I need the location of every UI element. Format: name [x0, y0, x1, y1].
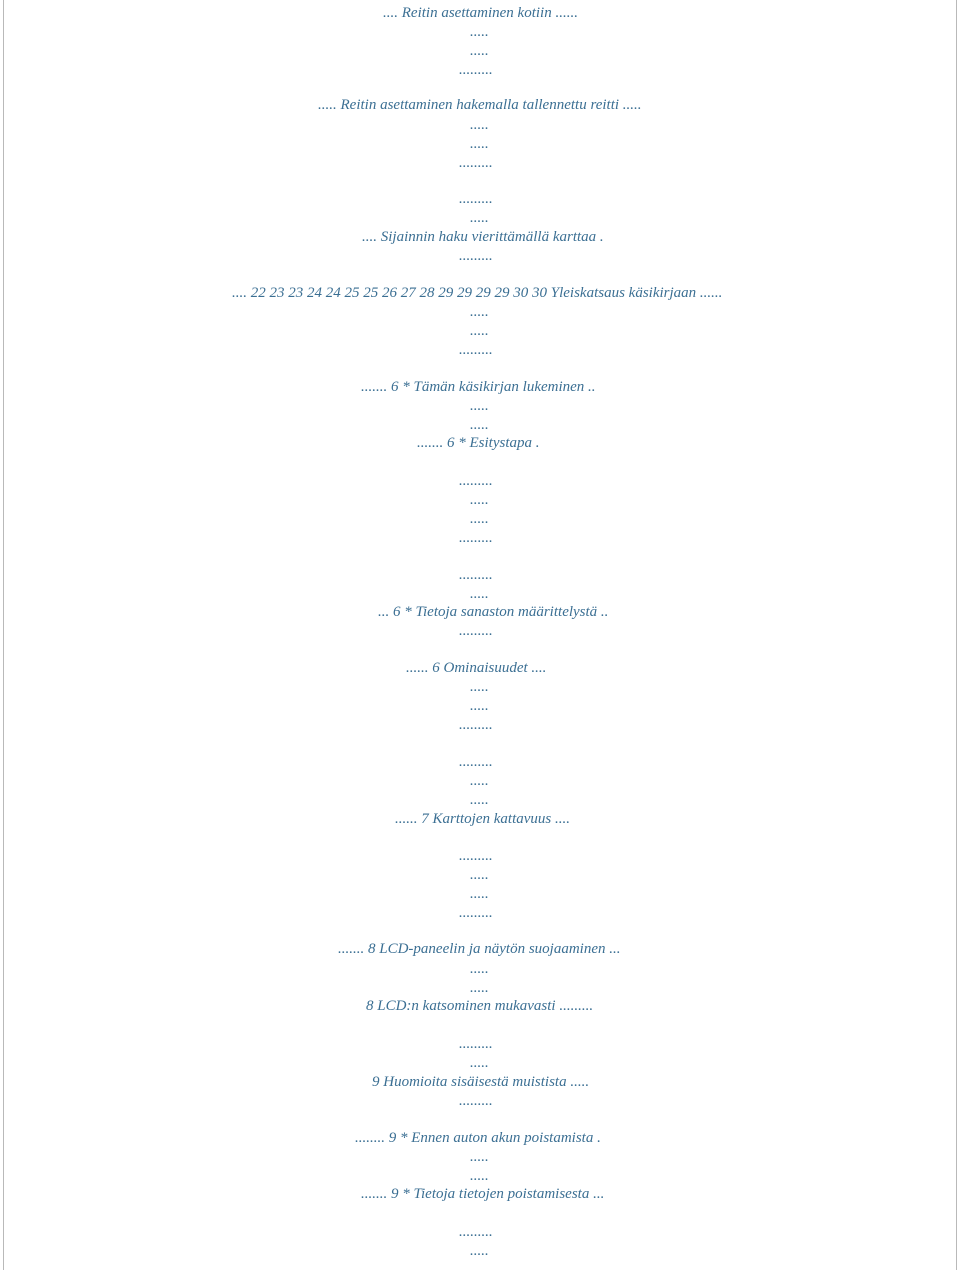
toc-leader-dots: ..... [470, 117, 489, 133]
toc-entry-tietoja-sanaston-maarittelysta[interactable]: ... 6 * Tietoja sanaston määrittelystä .. [378, 604, 609, 620]
toc-leader-dots: ......... [459, 473, 493, 489]
toc-leader-dots: ......... [459, 848, 493, 864]
toc-entry-reitin-asettaminen-kotiin[interactable]: .... Reitin asettaminen kotiin ...... [383, 5, 578, 21]
toc-leader-dots: ......... [459, 905, 493, 921]
toc-leader-dots: ..... [470, 304, 489, 320]
toc-leader-dots: ..... [470, 792, 489, 808]
toc-entry-ominaisuudet[interactable]: ...... 6 Ominaisuudet .... [406, 660, 547, 676]
toc-leader-dots: ..... [470, 210, 489, 226]
toc-leader-dots: ..... [470, 886, 489, 902]
toc-entry-yleiskatsaus-kasikirjaan[interactable]: .... 22 23 23 24 24 25 25 26 27 28 29 29 29 29 30 30 Yleiskatsaus käsikirjaan ...... [232, 285, 723, 301]
toc-leader-dots: ..... [470, 136, 489, 152]
toc-leader-dots: ..... [470, 511, 489, 527]
toc-leader-dots: ......... [459, 155, 493, 171]
toc-entry-lcd-katsominen-mukavasti[interactable]: 8 LCD:n katsominen mukavasti ......... [366, 998, 594, 1014]
toc-leader-dots: ......... [459, 1036, 493, 1052]
toc-leader-dots: ......... [459, 717, 493, 733]
toc-leader-dots: ..... [470, 698, 489, 714]
toc-leader-dots: ..... [470, 43, 489, 59]
toc-entry-reitin-asettaminen-tallennettu-reitti[interactable]: ..... Reitin asettaminen hakemalla tallennettu reitti ..... [318, 97, 642, 113]
toc-leader-dots: ..... [470, 1243, 489, 1259]
toc-leader-dots: ......... [459, 530, 493, 546]
toc-entry-esitystapa[interactable]: ....... 6 * Esitystapa . [417, 435, 540, 451]
toc-entry-huomioita-sisaisesta-muistista[interactable]: 9 Huomioita sisäisestä muistista ..... [372, 1074, 590, 1090]
toc-entry-taman-kasikirjan-lukeminen[interactable]: ....... 6 * Tämän käsikirjan lukeminen .. [361, 379, 596, 395]
toc-leader-dots: ..... [470, 323, 489, 339]
toc-leader-dots: ..... [470, 586, 489, 602]
toc-leader-dots: ......... [459, 342, 493, 358]
toc-leader-dots: ......... [459, 623, 493, 639]
toc-leader-dots: ..... [470, 398, 489, 414]
toc-leader-dots: ......... [459, 191, 493, 207]
toc-leader-dots: ..... [470, 773, 489, 789]
toc-leader-dots: ..... [470, 1055, 489, 1071]
toc-entry-ennen-auton-akun-poistamista[interactable]: ........ 9 * Ennen auton akun poistamista . [355, 1130, 601, 1146]
toc-leader-dots: ..... [470, 867, 489, 883]
toc-entry-karttojen-kattavuus[interactable]: ...... 7 Karttojen kattavuus .... [395, 811, 570, 827]
toc-leader-dots: ......... [459, 567, 493, 583]
toc-entry-sijainnin-haku[interactable]: .... Sijainnin haku vierittämällä karttaa . [362, 229, 604, 245]
toc-leader-dots: ..... [470, 1149, 489, 1165]
toc-leader-dots: ..... [470, 1168, 489, 1184]
toc-leader-dots: ..... [470, 417, 489, 433]
toc-leader-dots: ..... [470, 24, 489, 40]
toc-leader-dots: ......... [459, 1224, 493, 1240]
toc-leader-dots: ..... [470, 980, 489, 996]
toc-entry-tietoja-tietojen-poistamisesta[interactable]: ....... 9 * Tietoja tietojen poistamisesta ... [361, 1186, 605, 1202]
toc-leader-dots: ......... [459, 754, 493, 770]
toc-leader-dots: ......... [459, 62, 493, 78]
toc-leader-dots: ..... [470, 961, 489, 977]
toc-leader-dots: ..... [470, 679, 489, 695]
toc-leader-dots: ......... [459, 1093, 493, 1109]
toc-leader-dots: ......... [459, 248, 493, 264]
toc-leader-dots: ..... [470, 492, 489, 508]
toc-entry-lcd-paneelin-suojaaminen[interactable]: ....... 8 LCD-paneelin ja näytön suojaaminen ... [338, 941, 621, 957]
